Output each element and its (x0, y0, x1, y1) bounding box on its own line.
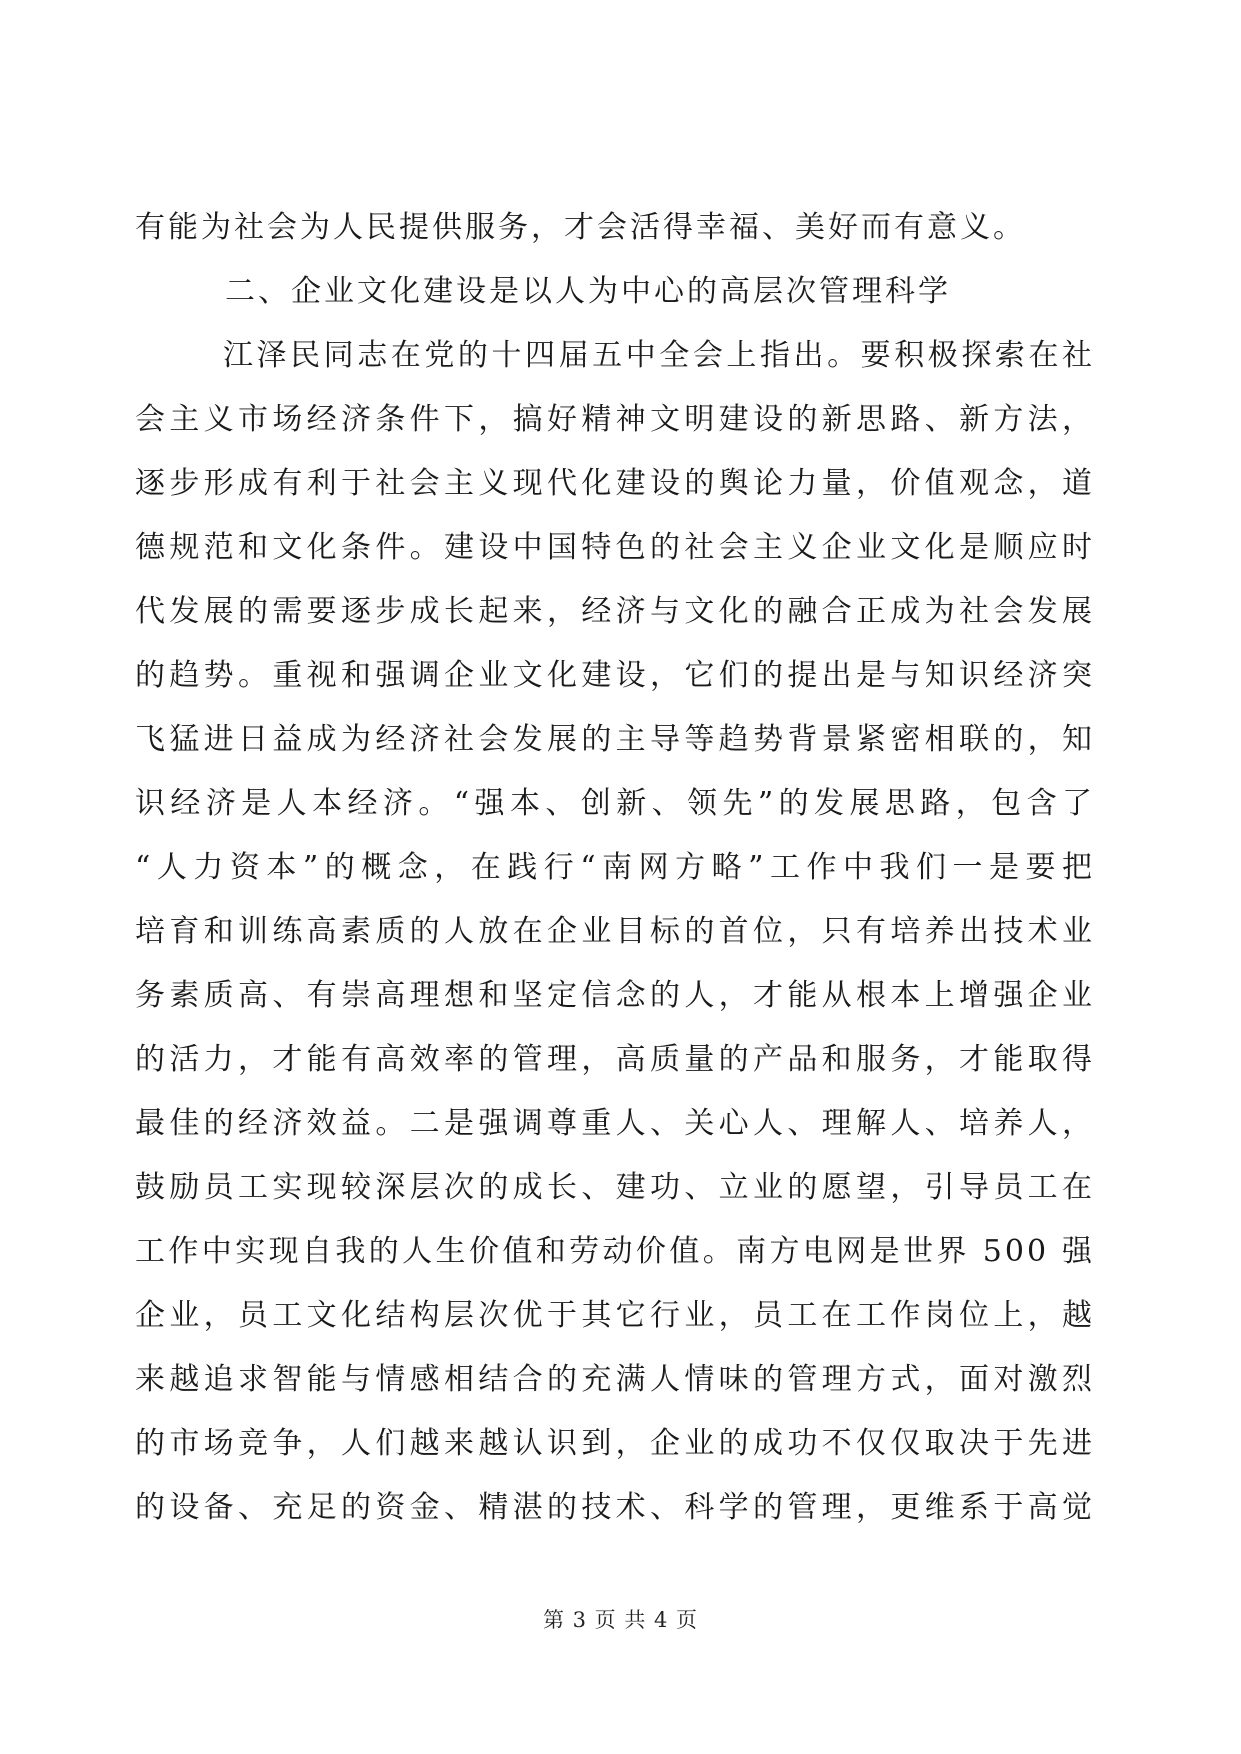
text-line: 最佳的经济效益。二是强调尊重人、关心人、理解人、培养人， (135, 1106, 1095, 1141)
text-line: 德规范和文化条件。建设中国特色的社会主义企业文化是顺应时 (135, 530, 1095, 565)
text-line: 来越追求智能与情感相结合的充满人情味的管理方式，面对激烈 (135, 1362, 1095, 1397)
text-line: 有能为社会为人民提供服务，才会活得幸福、美好而有意义。 (135, 210, 1026, 245)
text-line: “人力资本”的概念，在践行“南网方略”工作中我们一是要把 (135, 850, 1095, 885)
text-line: 飞猛进日益成为经济社会发展的主导等趋势背景紧密相联的，知 (135, 722, 1095, 757)
text-line: 企业，员工文化结构层次优于其它行业，员工在工作岗位上，越 (135, 1298, 1095, 1333)
paragraph-first-line: 江泽民同志在党的十四届五中全会上指出。要积极探索在社 (223, 338, 1095, 373)
text-line: 代发展的需要逐步成长起来，经济与文化的融合正成为社会发展 (135, 594, 1095, 629)
text-line: 会主义市场经济条件下，搞好精神文明建设的新思路、新方法， (135, 402, 1095, 437)
text-line: 的趋势。重视和强调企业文化建设，它们的提出是与知识经济突 (135, 658, 1095, 693)
section-heading: 二、企业文化建设是以人为中心的高层次管理科学 (225, 274, 951, 309)
text-line: 培育和训练高素质的人放在企业目标的首位，只有培养出技术业 (135, 914, 1095, 949)
text-line: 务素质高、有崇高理想和坚定信念的人，才能从根本上增强企业 (135, 978, 1095, 1013)
text-line: 工作中实现自我的人生价值和劳动价值。南方电网是世界 500 强 (135, 1234, 1095, 1269)
text-line: 的设备、充足的资金、精湛的技术、科学的管理，更维系于高觉 (135, 1490, 1095, 1525)
text-line: 的活力，才能有高效率的管理，高质量的产品和服务，才能取得 (135, 1042, 1095, 1077)
text-line: 的市场竞争，人们越来越认识到，企业的成功不仅仅取决于先进 (135, 1426, 1095, 1461)
text-line: 鼓励员工实现较深层次的成长、建功、立业的愿望，引导员工在 (135, 1170, 1095, 1205)
text-line: 逐步形成有利于社会主义现代化建设的舆论力量，价值观念，道 (135, 466, 1095, 501)
page-number-footer: 第 3 页 共 4 页 (542, 1608, 699, 1632)
document-body (135, 196, 1095, 1540)
text-line: 识经济是人本经济。“强本、创新、领先”的发展思路，包含了 (135, 786, 1095, 821)
